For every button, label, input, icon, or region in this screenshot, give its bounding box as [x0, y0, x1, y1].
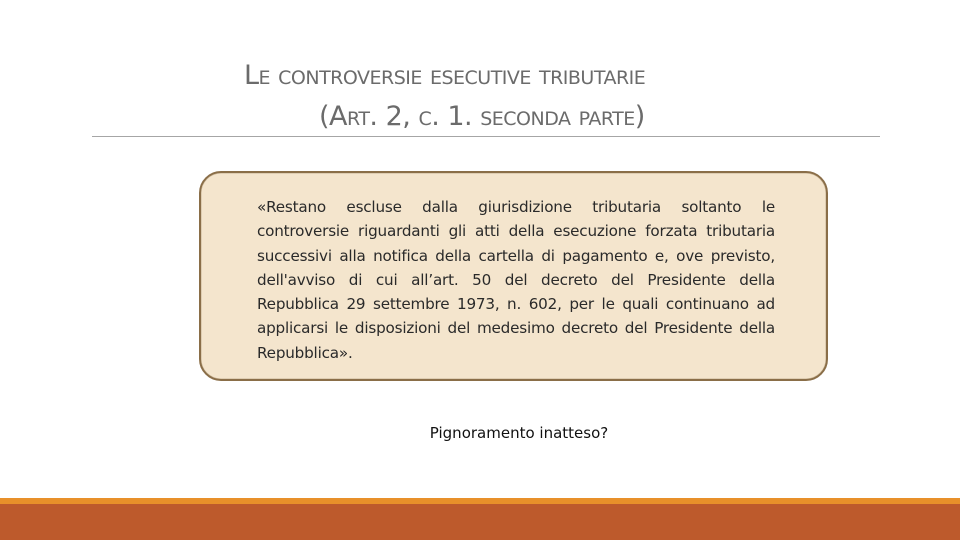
caption: Pignoramento inatteso? — [429, 424, 609, 442]
title-divider — [92, 136, 880, 137]
quote-text: «Restano escluse dalla giurisdizione tributaria soltanto le controversie riguardanti gli atti della esecuzione forzata tributaria successivi alla notifica della cartella di pagamento e, ove previsto, dell'avviso di cui all’art. 50 del decreto del Presidente della Repubblica 29 settembre 1973, n. 602, per le quali continuano ad applicarsi le disposizioni del medesimo decreto del Presidente della Repubblica». — [257, 198, 775, 362]
quote-box — [199, 171, 828, 381]
slide-title-line-2: (Art. 2, c. 1. seconda parte) — [319, 101, 645, 132]
footer-bar — [0, 504, 960, 540]
slide-title-line-1: Le controversie esecutive tributarie — [244, 60, 646, 91]
